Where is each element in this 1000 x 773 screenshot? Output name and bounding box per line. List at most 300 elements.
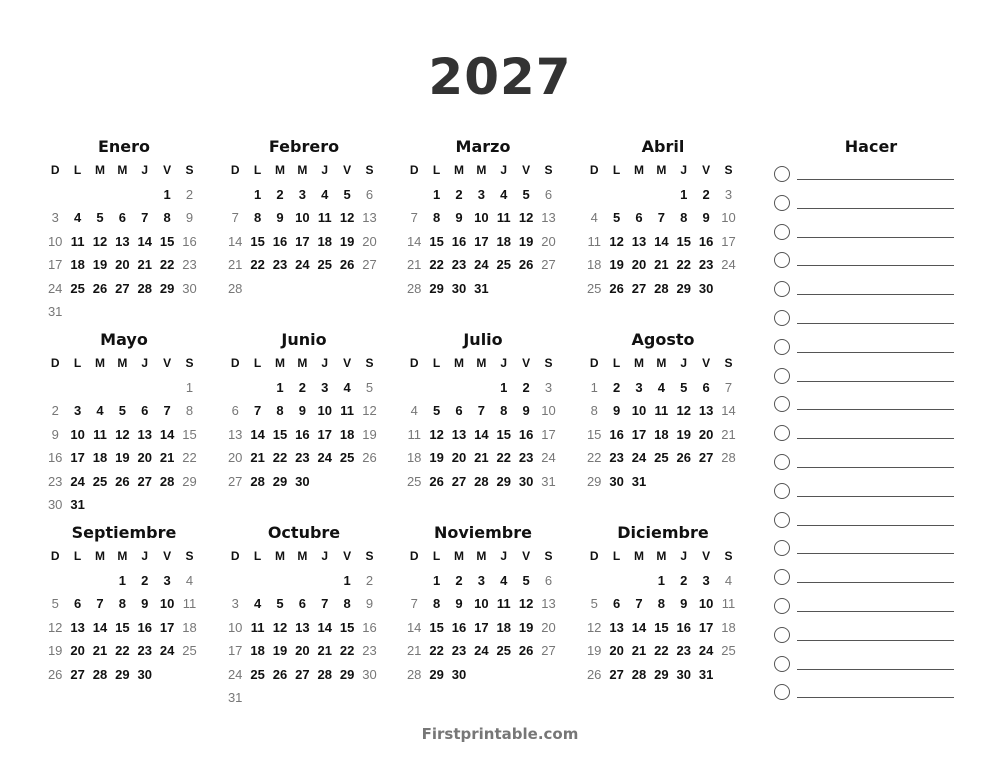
weekday-label: M bbox=[274, 549, 285, 563]
day-cell: 8 bbox=[343, 596, 351, 611]
day-cell: 2 bbox=[365, 572, 374, 588]
day-cell: 3 bbox=[51, 210, 59, 225]
day-cell: 29 bbox=[676, 280, 691, 296]
day-cell: 6 bbox=[365, 186, 374, 202]
day-cell: 26 bbox=[272, 666, 288, 682]
weekday-label: M bbox=[117, 549, 128, 563]
day-cell: 3 bbox=[163, 572, 171, 588]
day-cell: 31 bbox=[541, 473, 556, 489]
day-cell: 9 bbox=[455, 596, 463, 611]
day-cell: 24 bbox=[541, 450, 556, 465]
day-cell: 7 bbox=[635, 596, 643, 611]
weekday-label: V bbox=[163, 163, 172, 177]
checkbox-circle-icon[interactable] bbox=[774, 569, 790, 585]
day-cell: 18 bbox=[721, 619, 736, 635]
checkbox-circle-icon[interactable] bbox=[774, 483, 790, 499]
todo-write-line[interactable] bbox=[797, 525, 954, 526]
weekday-label: M bbox=[476, 163, 487, 177]
month-days-grid bbox=[583, 545, 743, 686]
empty-cell bbox=[583, 183, 605, 207]
day-cell: 24 bbox=[70, 473, 85, 489]
day-cell: 18 bbox=[496, 619, 511, 635]
day-cell: 12 bbox=[339, 210, 355, 225]
weekday-label: D bbox=[409, 163, 419, 177]
weekday-label: D bbox=[50, 356, 60, 370]
day-cell: 27 bbox=[541, 643, 556, 658]
day-cell: 25 bbox=[339, 450, 355, 465]
day-cell: 23 bbox=[676, 643, 691, 658]
day-cell: 5 bbox=[590, 596, 598, 611]
day-cell: 6 bbox=[118, 210, 126, 225]
checkbox-circle-icon[interactable] bbox=[774, 396, 790, 412]
day-cell: 19 bbox=[518, 619, 534, 635]
todo-write-line[interactable] bbox=[797, 294, 954, 295]
day-cell: 13 bbox=[115, 233, 130, 249]
day-cell: 1 bbox=[500, 379, 508, 395]
empty-cell bbox=[605, 183, 627, 207]
day-cell: 4 bbox=[500, 572, 508, 588]
day-cell: 25 bbox=[406, 473, 422, 489]
weekday-label: L bbox=[432, 549, 441, 563]
day-cell: 30 bbox=[295, 473, 310, 489]
day-cell: 14 bbox=[654, 233, 669, 249]
weekday-label: S bbox=[185, 163, 194, 177]
weekday-label: L bbox=[73, 163, 82, 177]
todo-write-line[interactable] bbox=[797, 352, 954, 353]
day-cell: 16 bbox=[272, 233, 288, 249]
todo-write-line[interactable] bbox=[797, 265, 954, 266]
todo-item[interactable] bbox=[772, 648, 962, 677]
day-cell: 2 bbox=[185, 186, 194, 202]
day-cell: 13 bbox=[295, 619, 310, 635]
day-cell: 10 bbox=[721, 210, 736, 225]
empty-cell bbox=[291, 569, 313, 593]
day-cell: 29 bbox=[272, 473, 288, 489]
day-cell: 30 bbox=[137, 666, 152, 682]
day-cell: 22 bbox=[115, 643, 130, 658]
day-cell: 24 bbox=[631, 450, 647, 465]
day-cell: 16 bbox=[609, 426, 624, 442]
weekday-label: L bbox=[73, 549, 82, 563]
day-cell: 22 bbox=[250, 257, 265, 272]
day-cell: 7 bbox=[96, 596, 104, 611]
empty-cell bbox=[470, 376, 492, 400]
day-cell: 5 bbox=[680, 379, 688, 395]
month-name: Abril bbox=[641, 137, 685, 156]
todo-write-line[interactable] bbox=[797, 553, 954, 554]
day-cell: 20 bbox=[541, 619, 556, 635]
checkbox-circle-icon[interactable] bbox=[774, 684, 790, 700]
month-noviembre bbox=[403, 521, 563, 686]
day-cell: 24 bbox=[474, 257, 489, 272]
weekday-label: V bbox=[343, 549, 352, 563]
day-cell: 12 bbox=[272, 619, 288, 635]
day-cell: 9 bbox=[522, 403, 530, 418]
todo-write-line[interactable] bbox=[797, 669, 954, 670]
day-cell: 19 bbox=[115, 450, 130, 465]
checkbox-circle-icon[interactable] bbox=[774, 425, 790, 441]
day-cell: 29 bbox=[429, 280, 444, 296]
day-cell: 5 bbox=[96, 210, 104, 225]
day-cell: 10 bbox=[295, 210, 310, 225]
month-days-grid bbox=[583, 159, 743, 300]
day-cell: 6 bbox=[635, 210, 643, 225]
todo-item[interactable] bbox=[772, 273, 962, 302]
day-cell: 14 bbox=[406, 619, 422, 635]
day-cell: 1 bbox=[680, 186, 688, 202]
day-cell: 26 bbox=[518, 257, 534, 272]
day-cell: 10 bbox=[631, 403, 647, 418]
day-cell: 29 bbox=[586, 473, 602, 489]
day-cell: 14 bbox=[721, 403, 736, 418]
day-cell: 27 bbox=[137, 473, 152, 489]
day-cell: 8 bbox=[590, 403, 598, 418]
weekday-label: M bbox=[297, 163, 308, 177]
day-cell: 25 bbox=[250, 666, 265, 682]
day-cell: 25 bbox=[496, 257, 511, 272]
empty-cell bbox=[44, 569, 66, 593]
day-cell: 5 bbox=[118, 403, 126, 418]
empty-cell bbox=[628, 183, 650, 207]
todo-item[interactable] bbox=[772, 619, 962, 648]
todo-item[interactable] bbox=[772, 417, 962, 446]
empty-cell bbox=[605, 569, 627, 593]
day-cell: 6 bbox=[612, 596, 621, 611]
checkbox-circle-icon[interactable] bbox=[774, 540, 790, 556]
day-cell: 27 bbox=[362, 257, 377, 272]
day-cell: 13 bbox=[451, 426, 467, 442]
todo-item[interactable] bbox=[772, 676, 962, 705]
day-cell: 30 bbox=[698, 280, 714, 296]
day-cell: 16 bbox=[451, 233, 467, 249]
todo-item[interactable] bbox=[772, 244, 962, 273]
day-cell: 30 bbox=[676, 666, 691, 682]
day-cell: 21 bbox=[721, 426, 736, 442]
weekday-label: J bbox=[500, 163, 508, 177]
day-cell: 2 bbox=[612, 379, 621, 395]
day-cell: 25 bbox=[92, 473, 108, 489]
todo-item[interactable] bbox=[772, 216, 962, 245]
weekday-label: V bbox=[522, 163, 531, 177]
day-cell: 6 bbox=[231, 403, 239, 418]
day-cell: 6 bbox=[544, 572, 553, 588]
checkbox-circle-icon[interactable] bbox=[774, 195, 790, 211]
day-cell: 16 bbox=[137, 619, 152, 635]
day-cell: 4 bbox=[724, 572, 733, 588]
day-cell: 20 bbox=[698, 426, 714, 442]
day-cell: 8 bbox=[185, 403, 194, 418]
day-cell: 11 bbox=[182, 596, 197, 611]
day-cell: 4 bbox=[321, 186, 329, 202]
day-cell: 19 bbox=[272, 643, 288, 658]
day-cell: 2 bbox=[455, 186, 463, 202]
day-cell: 13 bbox=[631, 233, 647, 249]
empty-cell bbox=[44, 376, 66, 400]
day-cell: 2 bbox=[522, 379, 530, 395]
day-cell: 11 bbox=[587, 233, 601, 249]
day-cell: 1 bbox=[432, 186, 441, 202]
day-cell: 15 bbox=[115, 619, 130, 635]
day-cell: 26 bbox=[429, 473, 444, 489]
day-cell: 9 bbox=[365, 596, 374, 611]
month-name: Enero bbox=[97, 137, 151, 156]
day-cell: 15 bbox=[272, 426, 288, 442]
checkbox-circle-icon[interactable] bbox=[774, 656, 790, 672]
checkbox-circle-icon[interactable] bbox=[774, 512, 790, 528]
day-cell: 28 bbox=[406, 666, 422, 682]
day-cell: 2 bbox=[141, 572, 149, 588]
day-cell: 24 bbox=[474, 643, 489, 658]
empty-cell bbox=[314, 569, 336, 593]
checkbox-circle-icon[interactable] bbox=[774, 598, 790, 614]
day-cell: 21 bbox=[654, 257, 669, 272]
checkbox-circle-icon[interactable] bbox=[774, 224, 790, 240]
day-cell: 9 bbox=[51, 426, 59, 442]
day-cell: 22 bbox=[654, 643, 669, 658]
weekday-label: M bbox=[274, 163, 285, 177]
day-cell: 16 bbox=[182, 233, 197, 249]
todo-item[interactable] bbox=[772, 331, 962, 360]
day-cell: 16 bbox=[676, 619, 691, 635]
day-cell: 6 bbox=[73, 596, 82, 611]
weekday-label: M bbox=[656, 356, 667, 370]
day-cell: 11 bbox=[496, 596, 511, 611]
checkbox-circle-icon[interactable] bbox=[774, 368, 790, 384]
day-cell: 22 bbox=[339, 643, 355, 658]
weekday-label: V bbox=[702, 163, 711, 177]
month-diciembre bbox=[583, 521, 743, 686]
todo-item[interactable] bbox=[772, 187, 962, 216]
day-cell: 15 bbox=[496, 426, 511, 442]
todo-write-line[interactable] bbox=[797, 381, 954, 382]
day-cell: 5 bbox=[522, 572, 530, 588]
day-cell: 23 bbox=[518, 450, 534, 465]
todo-write-line[interactable] bbox=[797, 496, 954, 497]
day-cell: 29 bbox=[654, 666, 669, 682]
month-name: Noviembre bbox=[433, 523, 532, 542]
day-cell: 17 bbox=[474, 619, 489, 635]
day-cell: 6 bbox=[298, 596, 306, 611]
todo-item[interactable] bbox=[772, 302, 962, 331]
day-cell: 30 bbox=[518, 473, 534, 489]
todo-write-line[interactable] bbox=[797, 409, 954, 410]
weekday-label: V bbox=[163, 356, 172, 370]
day-cell: 25 bbox=[586, 280, 602, 296]
checkbox-circle-icon[interactable] bbox=[774, 166, 790, 182]
weekday-label: L bbox=[432, 356, 441, 370]
day-cell: 2 bbox=[51, 403, 59, 418]
weekday-label: M bbox=[94, 549, 105, 563]
day-cell: 22 bbox=[586, 450, 602, 465]
day-cell: 27 bbox=[631, 280, 647, 296]
month-days-grid bbox=[224, 159, 384, 300]
todo-item[interactable] bbox=[772, 388, 962, 417]
todo-write-line[interactable] bbox=[797, 208, 954, 209]
day-cell: 28 bbox=[227, 280, 243, 296]
weekday-label: M bbox=[453, 163, 464, 177]
day-cell: 8 bbox=[432, 210, 441, 225]
weekday-label: M bbox=[453, 549, 464, 563]
weekday-label: V bbox=[522, 549, 531, 563]
day-cell: 14 bbox=[474, 426, 489, 442]
day-cell: 1 bbox=[276, 379, 284, 395]
day-cell: 3 bbox=[231, 596, 239, 611]
day-cell: 5 bbox=[365, 379, 374, 395]
day-cell: 23 bbox=[451, 643, 467, 658]
todo-item[interactable] bbox=[772, 590, 962, 619]
day-cell: 30 bbox=[609, 473, 624, 489]
day-cell: 12 bbox=[92, 233, 108, 249]
month-days-grid bbox=[44, 159, 204, 324]
weekday-label: M bbox=[297, 549, 308, 563]
weekday-label: L bbox=[432, 163, 441, 177]
day-cell: 12 bbox=[115, 426, 130, 442]
todo-write-line[interactable] bbox=[797, 697, 954, 698]
todo-write-line[interactable] bbox=[797, 323, 954, 324]
todo-item[interactable] bbox=[772, 446, 962, 475]
day-cell: 8 bbox=[657, 596, 665, 611]
day-cell: 16 bbox=[698, 233, 714, 249]
checkbox-circle-icon[interactable] bbox=[774, 310, 790, 326]
month-name: Marzo bbox=[455, 137, 511, 156]
month-name: Febrero bbox=[268, 137, 340, 156]
day-cell: 7 bbox=[724, 379, 733, 395]
day-cell: 23 bbox=[182, 257, 197, 272]
day-cell: 5 bbox=[522, 186, 530, 202]
day-cell: 19 bbox=[429, 450, 444, 465]
todo-write-line[interactable] bbox=[797, 179, 954, 180]
day-cell: 19 bbox=[586, 643, 602, 658]
month-days-grid bbox=[224, 545, 384, 710]
day-cell: 26 bbox=[586, 666, 602, 682]
empty-cell bbox=[650, 183, 672, 207]
todo-item[interactable] bbox=[772, 360, 962, 389]
day-cell: 19 bbox=[47, 643, 63, 658]
weekday-label: D bbox=[230, 549, 240, 563]
day-cell: 26 bbox=[339, 257, 355, 272]
day-cell: 22 bbox=[496, 450, 511, 465]
day-cell: 20 bbox=[541, 233, 556, 249]
weekday-label: J bbox=[680, 356, 688, 370]
todo-write-line[interactable] bbox=[797, 611, 954, 612]
empty-cell bbox=[583, 569, 605, 593]
day-cell: 21 bbox=[474, 450, 489, 465]
day-cell: 3 bbox=[477, 572, 485, 588]
checkbox-circle-icon[interactable] bbox=[774, 339, 790, 355]
todo-item[interactable] bbox=[772, 561, 962, 590]
day-cell: 9 bbox=[141, 596, 149, 611]
day-cell: 17 bbox=[70, 450, 85, 465]
todo-item[interactable] bbox=[772, 158, 962, 187]
day-cell: 30 bbox=[47, 497, 63, 512]
day-cell: 11 bbox=[340, 403, 355, 418]
weekday-label: D bbox=[50, 549, 60, 563]
day-cell: 10 bbox=[159, 596, 175, 611]
day-cell: 7 bbox=[141, 210, 149, 225]
day-cell: 31 bbox=[631, 473, 647, 489]
day-cell: 30 bbox=[451, 666, 467, 682]
weekday-label: V bbox=[522, 356, 531, 370]
weekday-label: J bbox=[321, 356, 329, 370]
checkbox-circle-icon[interactable] bbox=[774, 454, 790, 470]
day-cell: 19 bbox=[92, 257, 108, 272]
weekday-label: S bbox=[365, 356, 374, 370]
todo-item[interactable] bbox=[772, 475, 962, 504]
weekday-label: D bbox=[409, 549, 419, 563]
day-cell: 10 bbox=[317, 403, 332, 418]
todo-write-line[interactable] bbox=[797, 640, 954, 641]
day-cell: 13 bbox=[362, 210, 377, 225]
day-cell: 14 bbox=[227, 233, 243, 249]
weekday-label: J bbox=[500, 356, 508, 370]
day-cell: 10 bbox=[227, 619, 243, 635]
day-cell: 13 bbox=[227, 426, 243, 442]
weekday-label: M bbox=[94, 356, 105, 370]
weekday-label: D bbox=[589, 356, 599, 370]
todo-write-line[interactable] bbox=[797, 467, 954, 468]
day-cell: 26 bbox=[609, 280, 624, 296]
day-cell: 26 bbox=[676, 450, 691, 465]
day-cell: 15 bbox=[654, 619, 669, 635]
month-agosto bbox=[583, 328, 743, 493]
weekday-label: M bbox=[476, 356, 487, 370]
day-cell: 8 bbox=[163, 210, 171, 225]
checkbox-circle-icon[interactable] bbox=[774, 627, 790, 643]
day-cell: 11 bbox=[721, 596, 736, 611]
month-days-grid bbox=[44, 545, 204, 686]
day-cell: 28 bbox=[631, 666, 647, 682]
weekday-label: D bbox=[50, 163, 60, 177]
day-cell: 23 bbox=[272, 257, 288, 272]
todo-item[interactable] bbox=[772, 504, 962, 533]
day-cell: 17 bbox=[159, 619, 175, 635]
year-title: 2027 bbox=[428, 48, 572, 106]
day-cell: 29 bbox=[159, 280, 175, 296]
day-cell: 28 bbox=[654, 280, 669, 296]
todo-write-line[interactable] bbox=[797, 438, 954, 439]
empty-cell bbox=[111, 376, 133, 400]
day-cell: 28 bbox=[137, 280, 152, 296]
day-cell: 29 bbox=[115, 666, 130, 682]
todo-write-line[interactable] bbox=[797, 582, 954, 583]
day-cell: 20 bbox=[631, 257, 647, 272]
day-cell: 5 bbox=[612, 210, 621, 225]
weekday-label: M bbox=[94, 163, 105, 177]
empty-cell bbox=[403, 569, 425, 593]
day-cell: 12 bbox=[586, 619, 602, 635]
day-cell: 22 bbox=[159, 257, 175, 272]
month-days-grid bbox=[44, 352, 204, 517]
checkbox-circle-icon[interactable] bbox=[774, 281, 790, 297]
weekday-label: J bbox=[680, 549, 688, 563]
day-cell: 25 bbox=[70, 280, 85, 296]
day-cell: 24 bbox=[295, 257, 310, 272]
day-cell: 6 bbox=[702, 379, 710, 395]
todo-write-line[interactable] bbox=[797, 237, 954, 238]
day-cell: 21 bbox=[406, 257, 422, 272]
day-cell: 12 bbox=[676, 403, 691, 418]
day-cell: 15 bbox=[339, 619, 355, 635]
month-name: Agosto bbox=[631, 330, 695, 349]
day-cell: 17 bbox=[317, 426, 332, 442]
day-cell: 18 bbox=[339, 426, 355, 442]
todo-item[interactable] bbox=[772, 532, 962, 561]
day-cell: 4 bbox=[73, 210, 82, 225]
checkbox-circle-icon[interactable] bbox=[774, 252, 790, 268]
weekday-label: S bbox=[544, 356, 553, 370]
day-cell: 28 bbox=[721, 450, 736, 465]
day-cell: 27 bbox=[295, 666, 310, 682]
